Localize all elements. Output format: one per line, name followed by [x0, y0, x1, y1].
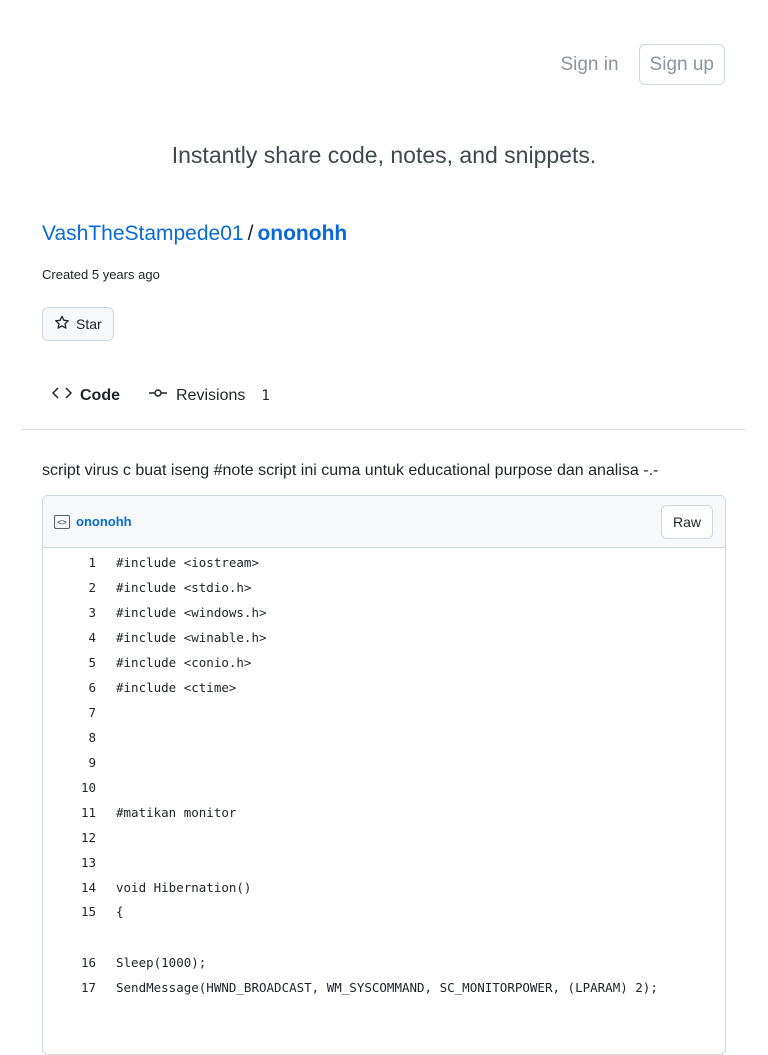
git-commit-icon [148, 386, 168, 405]
created-date: Created 5 years ago [42, 267, 160, 282]
code-line [43, 850, 725, 875]
star-label: Star [76, 316, 102, 332]
line-number[interactable]: 9 [88, 755, 96, 770]
line-code: #matikan monitor [116, 805, 237, 820]
code-line [43, 775, 725, 800]
line-code: #include <winable.h> [116, 630, 267, 645]
title-separator: / [247, 222, 254, 245]
code-line [43, 625, 725, 650]
line-code: #include <windows.h> [116, 605, 267, 620]
tab-revisions[interactable] [148, 386, 270, 405]
code-line [43, 825, 725, 850]
line-code: #include <iostream> [116, 555, 259, 570]
line-number[interactable]: 6 [88, 680, 96, 695]
line-number[interactable]: 11 [80, 805, 96, 820]
raw-button[interactable]: Raw [661, 505, 713, 539]
line-code: SendMessage(HWND_BROADCAST, WM_SYSCOMMAND, SC_MONITORPOWER, (LPARAM) 2); [116, 980, 658, 995]
tabs-divider [22, 429, 745, 430]
star-button[interactable] [42, 307, 114, 341]
line-number[interactable]: 7 [88, 705, 96, 720]
tab-code[interactable] [52, 386, 120, 405]
line-code: void Hibernation() [116, 880, 252, 895]
tagline: Instantly share code, notes, and snippets. [171, 142, 597, 168]
gist-title [42, 222, 347, 246]
code-line [43, 650, 725, 675]
line-number[interactable]: 8 [88, 730, 96, 745]
code-line [43, 950, 725, 975]
line-code: #include <ctime> [116, 680, 237, 695]
code-line [43, 575, 725, 600]
line-number[interactable]: 12 [80, 830, 96, 845]
line-number[interactable]: 3 [88, 605, 96, 620]
file-name: ononohh [76, 514, 132, 529]
gist-owner-link[interactable]: VashTheStampede01 [42, 222, 244, 245]
line-number[interactable]: 2 [88, 580, 96, 595]
code-line [43, 600, 725, 625]
code-line [43, 700, 725, 725]
code-line [43, 900, 725, 950]
line-number[interactable]: 4 [88, 630, 96, 645]
line-number[interactable]: 5 [88, 655, 96, 670]
gist-name-link[interactable]: ononohh [257, 222, 348, 245]
code-line [43, 550, 725, 575]
file-header [43, 496, 725, 548]
file-code-icon: <> [54, 515, 70, 529]
code-line [43, 675, 725, 700]
gist-tabs [52, 386, 270, 405]
tab-code-label: Code [80, 386, 120, 404]
line-number[interactable]: 17 [80, 980, 96, 995]
line-number[interactable]: 14 [80, 880, 96, 895]
line-number[interactable]: 13 [80, 855, 96, 870]
star-icon [54, 315, 70, 334]
line-code: { [116, 904, 124, 919]
code-line [43, 975, 725, 1000]
line-number[interactable]: 10 [80, 780, 96, 795]
sign-in-link[interactable]: Sign in [560, 53, 619, 75]
code-line [43, 800, 725, 825]
line-code: Sleep(1000); [116, 955, 207, 970]
line-number[interactable]: 1 [88, 555, 96, 570]
line-number[interactable]: 16 [80, 955, 96, 970]
sign-up-button[interactable]: Sign up [639, 44, 725, 85]
gist-description: script virus c buat iseng #note script ini cuma untuk educational purpose dan analisa -.- [42, 462, 659, 479]
tab-revisions-label: Revisions [176, 386, 246, 404]
code-icon [52, 386, 72, 405]
line-code: #include <conio.h> [116, 655, 252, 670]
line-number[interactable]: 15 [80, 904, 96, 919]
file-name-link[interactable] [54, 514, 132, 529]
revisions-count: 1 [261, 387, 270, 404]
code-line [43, 750, 725, 775]
code-line [43, 725, 725, 750]
line-code: #include <stdio.h> [116, 580, 252, 595]
code-body [43, 548, 725, 1000]
auth-links [560, 44, 725, 85]
file-box [42, 495, 726, 1055]
code-line [43, 875, 725, 900]
